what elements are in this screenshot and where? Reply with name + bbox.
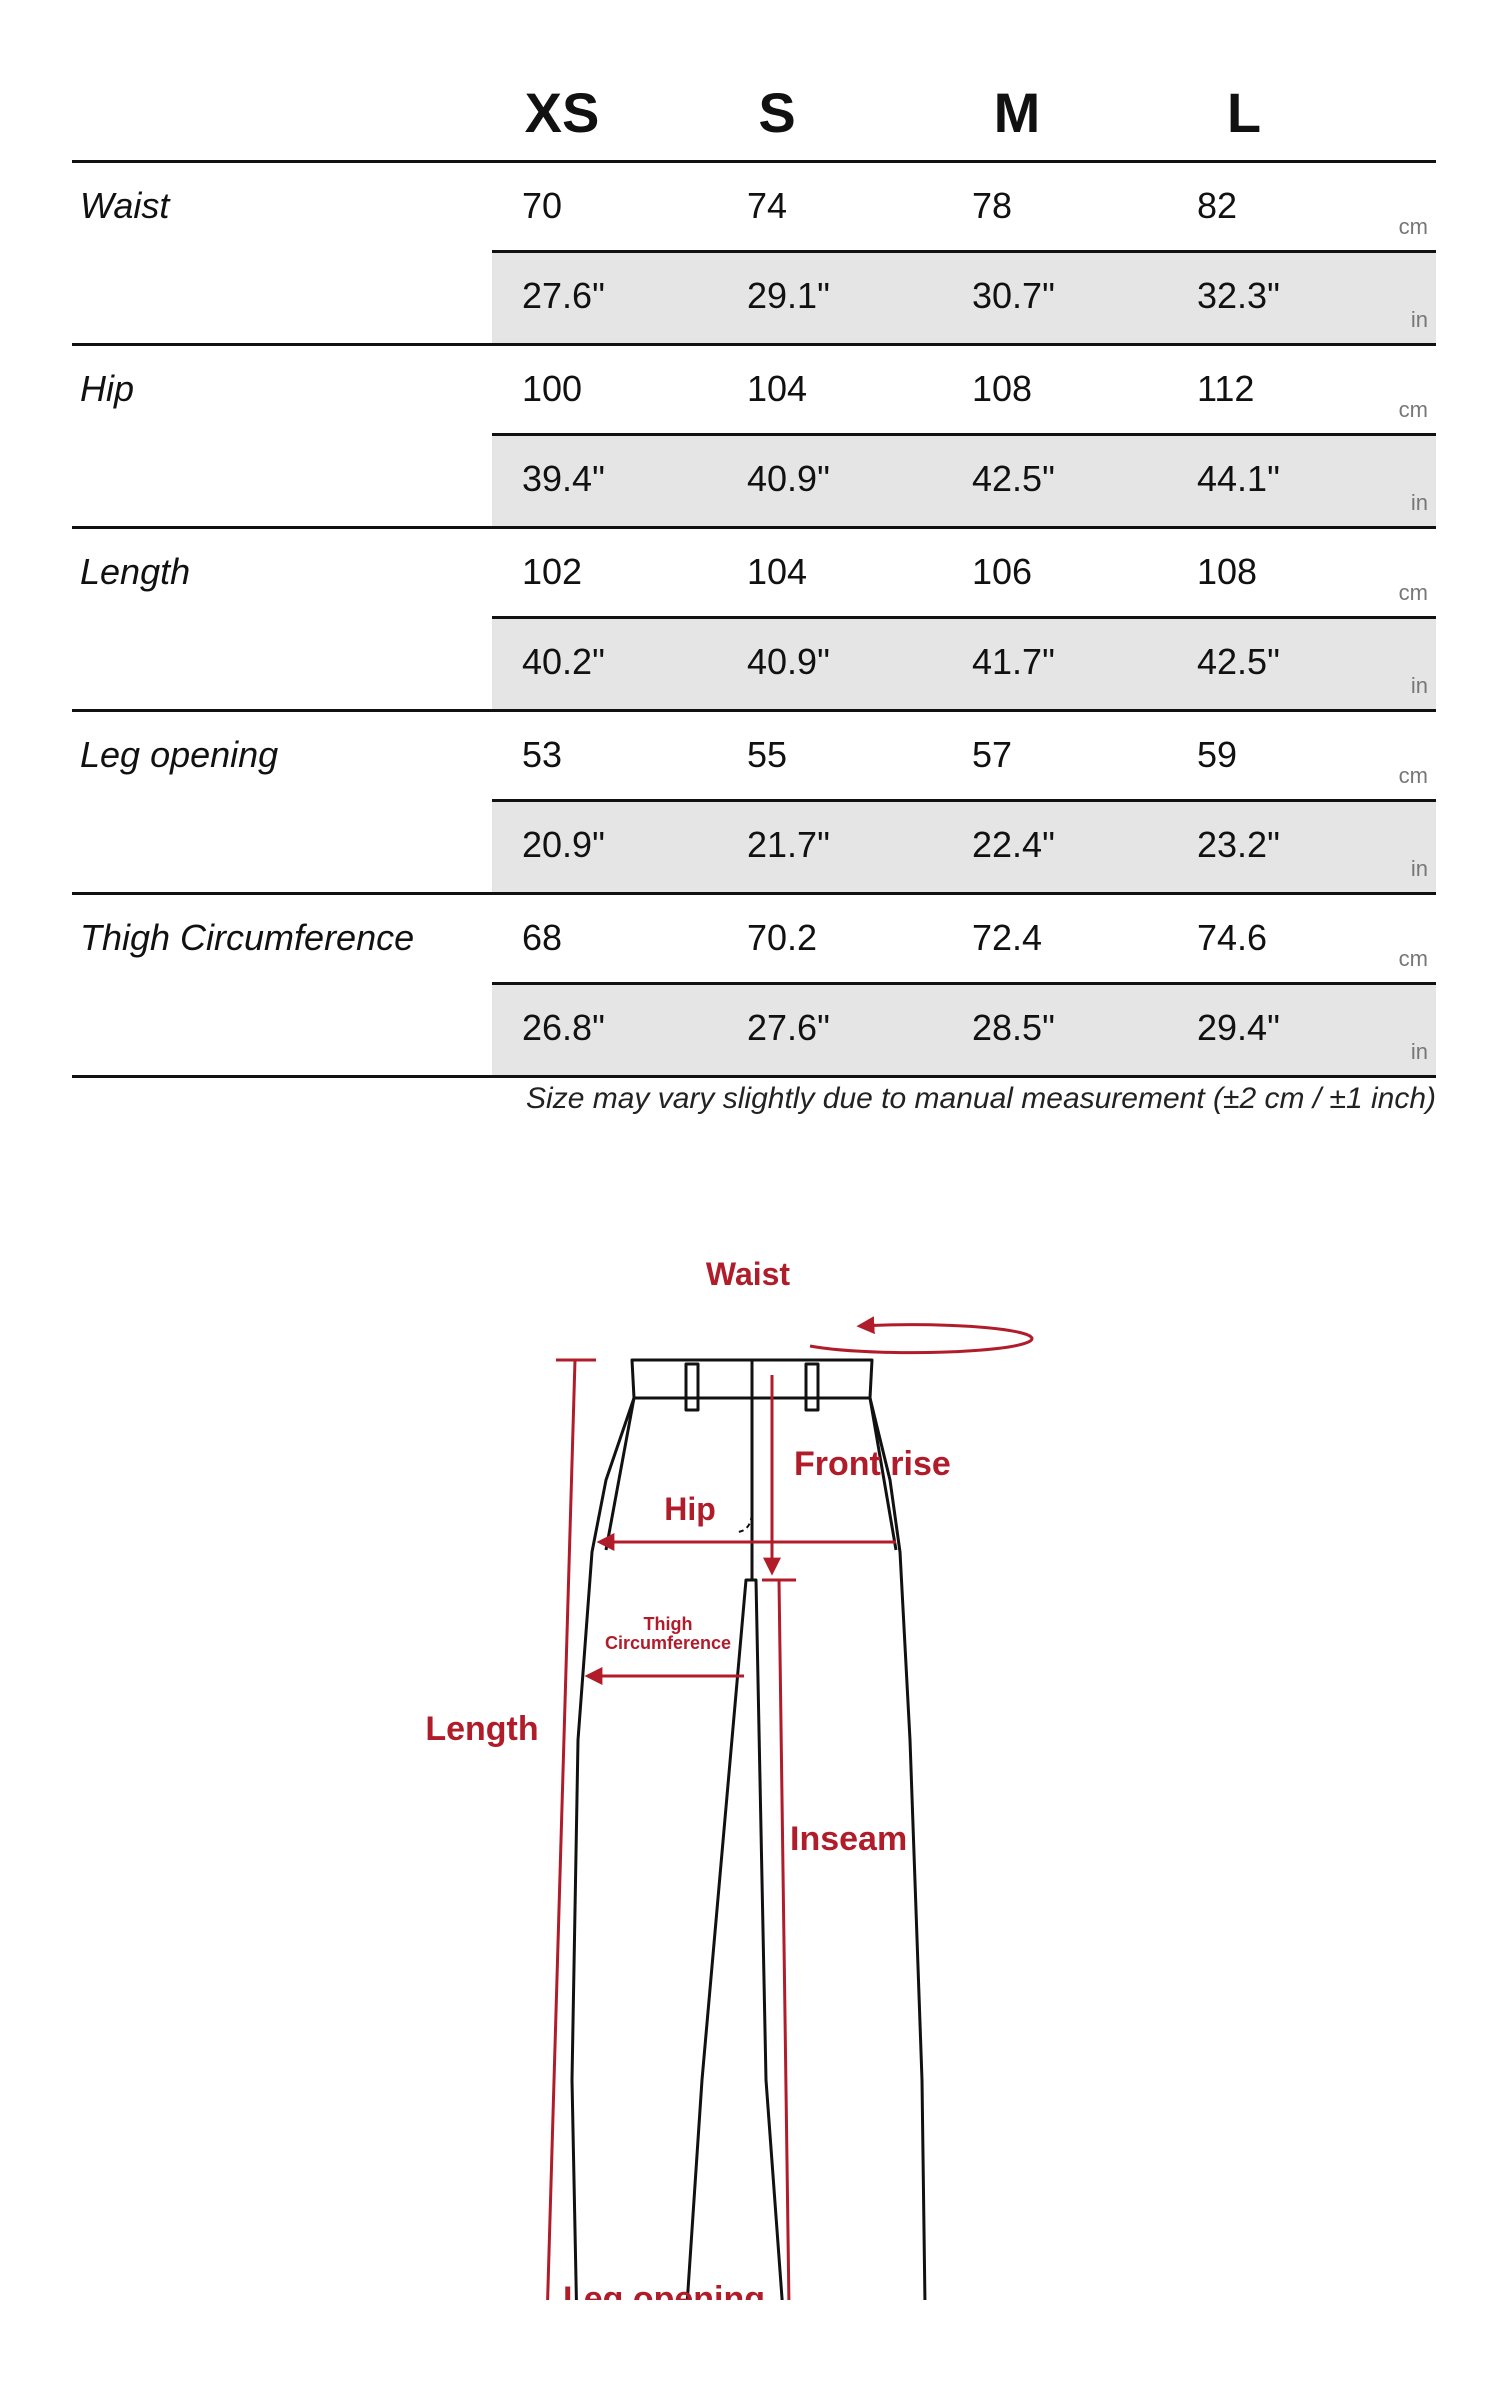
cell-s-cm: 104 — [747, 551, 808, 592]
cm-row — [492, 712, 1436, 802]
measurement-group-thigh-circumference — [72, 895, 1436, 1078]
cell-m-in: 22.4" — [972, 824, 1055, 865]
cell-m-in: 42.5" — [972, 458, 1055, 499]
size-header-row — [72, 60, 1436, 163]
length-label: Length — [425, 1710, 539, 1748]
unit-in: in — [1410, 673, 1428, 698]
measurement-label: Waist — [80, 185, 170, 226]
cell-s-cm: 55 — [747, 734, 788, 775]
unit-cm: cm — [1398, 397, 1428, 422]
measurement-label: Thigh Circumference — [80, 917, 415, 958]
measurement-group-leg-opening — [72, 712, 1436, 895]
unit-in: in — [1410, 1039, 1428, 1064]
fly-stitch — [738, 1398, 752, 1532]
unit-cm: cm — [1398, 580, 1428, 605]
measurement-group-hip — [72, 346, 1436, 529]
measurement-group-length — [72, 529, 1436, 712]
cell-l-in: 29.4" — [1197, 1007, 1280, 1048]
unit-in: in — [1410, 856, 1428, 881]
cell-m-cm: 106 — [972, 551, 1033, 592]
cm-row — [492, 529, 1436, 619]
cell-l-cm: 108 — [1197, 551, 1258, 592]
cell-l-cm: 59 — [1197, 734, 1238, 775]
cell-m-cm: 78 — [972, 185, 1013, 226]
cm-row — [492, 163, 1436, 253]
in-row — [492, 802, 1436, 892]
left-pocket-seam — [606, 1398, 634, 1550]
unit-in: in — [1410, 490, 1428, 515]
size-header-m: M — [993, 81, 1041, 144]
inseam-arrow — [779, 1580, 790, 2300]
cm-row — [492, 895, 1436, 985]
front-rise-label: Front rise — [794, 1445, 951, 1483]
cell-xs-cm: 70 — [522, 185, 563, 226]
cell-xs-cm: 100 — [522, 368, 583, 409]
cell-xs-in: 26.8" — [522, 1007, 605, 1048]
in-row — [492, 619, 1436, 709]
cell-m-in: 41.7" — [972, 641, 1055, 682]
unit-cm: cm — [1398, 763, 1428, 788]
measurement-diagram — [0, 1180, 1500, 2300]
in-row — [492, 253, 1436, 343]
belt-loop-left — [686, 1364, 698, 1410]
thigh-label-line1: Thigh — [643, 1614, 693, 1634]
cell-m-in: 28.5" — [972, 1007, 1055, 1048]
cell-xs-cm: 53 — [522, 734, 563, 775]
measurement-note: Size may vary slightly due to manual measurement (±2 cm / ±1 inch) — [526, 1082, 1436, 1115]
cell-xs-in: 39.4" — [522, 458, 605, 499]
hip-label: Hip — [664, 1491, 716, 1527]
pants-diagram-svg — [0, 1180, 1500, 2300]
cell-s-in: 21.7" — [747, 824, 830, 865]
unit-cm: cm — [1398, 946, 1428, 971]
waist-label: Waist — [705, 1256, 791, 1292]
cell-xs-in: 20.9" — [522, 824, 605, 865]
length-arrow — [545, 1360, 575, 2300]
thigh-label-line2: Circumference — [604, 1633, 732, 1653]
cell-xs-cm: 102 — [522, 551, 583, 592]
cell-xs-cm: 68 — [522, 917, 563, 958]
cell-l-in: 42.5" — [1197, 641, 1280, 682]
cell-s-in: 27.6" — [747, 1007, 830, 1048]
inseam-label: Inseam — [790, 1820, 908, 1858]
cell-l-cm: 74.6 — [1197, 917, 1268, 958]
cell-s-cm: 104 — [747, 368, 808, 409]
size-header-xs: XS — [524, 81, 600, 144]
cell-s-cm: 70.2 — [747, 917, 818, 958]
cell-s-in: 29.1" — [747, 275, 830, 316]
cell-l-in: 44.1" — [1197, 458, 1280, 499]
cell-l-cm: 112 — [1197, 368, 1255, 409]
measurement-label: Length — [80, 551, 191, 592]
cell-m-in: 30.7" — [972, 275, 1055, 316]
cell-s-in: 40.9" — [747, 641, 830, 682]
cell-xs-in: 27.6" — [522, 275, 605, 316]
size-header-s: S — [758, 81, 796, 144]
cell-l-in: 23.2" — [1197, 824, 1280, 865]
cell-l-in: 32.3" — [1197, 275, 1280, 316]
cell-m-cm: 57 — [972, 734, 1013, 775]
cell-xs-in: 40.2" — [522, 641, 605, 682]
unit-cm: cm — [1398, 214, 1428, 239]
waist-arrow — [810, 1325, 1032, 1353]
measurement-group-waist — [72, 163, 1436, 346]
measurement-label: Hip — [80, 368, 135, 409]
belt-loop-right — [806, 1364, 818, 1410]
in-row — [492, 436, 1436, 526]
cm-row — [492, 346, 1436, 436]
cell-s-cm: 74 — [747, 185, 788, 226]
cell-l-cm: 82 — [1197, 185, 1238, 226]
measurement-label: Leg opening — [80, 734, 279, 775]
size-header-l: L — [1226, 81, 1262, 144]
cell-m-cm: 108 — [972, 368, 1033, 409]
size-chart-table — [72, 60, 1436, 1115]
cell-s-in: 40.9" — [747, 458, 830, 499]
leg-opening-label: Leg opening — [562, 2280, 766, 2300]
unit-in: in — [1410, 307, 1428, 332]
in-row — [492, 985, 1436, 1075]
cell-m-cm: 72.4 — [972, 917, 1043, 958]
